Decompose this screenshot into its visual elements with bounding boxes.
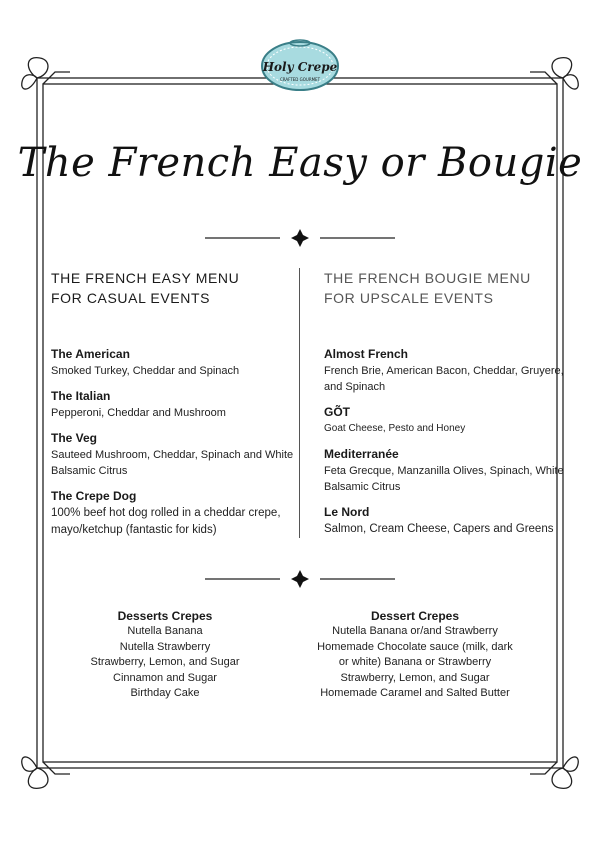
dessert-line: Cinnamon and Sugar [113, 671, 217, 684]
item-description: French Brie, American Bacon, Cheddar, Gruyere, and Spinach [324, 365, 564, 393]
item-description: Salmon, Cream Cheese, Capers and Greens [324, 523, 554, 535]
dessert-line: Strawberry, Lemon, and Sugar [90, 656, 240, 668]
item-name: The Italian [51, 389, 111, 403]
page-title: The French Easy or Bougie [17, 140, 583, 186]
menu-item [324, 504, 574, 538]
dessert-line: Strawberry, Lemon, and Sugar [340, 671, 490, 684]
divider-ornament-bottom [200, 569, 400, 589]
item-name: The Crepe Dog [51, 489, 137, 503]
holy-crepe-logo [258, 34, 342, 96]
item-name: GÕT [324, 405, 350, 419]
easy-heading-line2: FOR CASUAL EVENTS [51, 290, 211, 306]
menu-item [324, 446, 574, 495]
item-description: Smoked Turkey, Cheddar and Spinach [51, 365, 240, 377]
svg-text:Holy Crepe: Holy Crepe [262, 60, 338, 74]
menu-item [324, 346, 574, 395]
bougie-heading-line1: THE FRENCH BOUGIE MENU [324, 270, 531, 286]
bougie-menu-heading [324, 268, 531, 308]
svg-text:CRAFTED GOURMET: CRAFTED GOURMET [279, 77, 321, 82]
easy-heading-line1: THE FRENCH EASY MENU [51, 270, 240, 286]
item-description: 100% beef hot dog rolled in a cheddar crepe, mayo/ketchup (fantastic for kids) [51, 507, 281, 536]
divider-ornament-top [200, 228, 400, 248]
desserts-left [40, 608, 290, 702]
item-name: The Veg [51, 431, 98, 445]
dessert-line: Homemade Chocolate sauce (milk, dark [317, 640, 513, 653]
item-name: Le Nord [324, 505, 370, 519]
easy-menu-heading [51, 268, 239, 308]
dessert-line: Nutella Banana or/and Strawberry [332, 625, 498, 637]
menu-item [51, 346, 301, 379]
item-name: Almost French [324, 347, 409, 361]
item-description: Goat Cheese, Pesto and Honey [324, 423, 466, 434]
item-name: The American [51, 347, 130, 361]
dessert-line: or white) Banana or Strawberry [338, 656, 492, 668]
menu-item [51, 388, 301, 421]
item-description: Sauteed Mushroom, Cheddar, Spinach and White Balsamic Citrus [51, 449, 294, 477]
dessert-line: Homemade Caramel and Salted Butter [320, 687, 510, 699]
bougie-heading-line2: FOR UPSCALE EVENTS [324, 290, 494, 306]
item-name: Mediterranée [324, 447, 399, 461]
desserts-heading: Desserts Crepes [117, 609, 213, 623]
menu-item [51, 488, 301, 539]
dessert-line: Birthday Cake [130, 687, 200, 699]
desserts-heading: Dessert Crepes [370, 609, 460, 623]
dessert-line: Nutella Strawberry [119, 640, 211, 653]
item-description: Pepperoni, Cheddar and Mushroom [51, 407, 226, 419]
desserts-right [290, 608, 540, 702]
item-description: Feta Grecque, Manzanilla Olives, Spinach, White Balsamic Citrus [324, 465, 564, 493]
dessert-line: Nutella Banana [127, 625, 203, 637]
easy-menu-list [51, 346, 301, 548]
menu-item [324, 404, 574, 437]
bougie-menu-list [324, 346, 574, 547]
menu-item [51, 430, 301, 479]
